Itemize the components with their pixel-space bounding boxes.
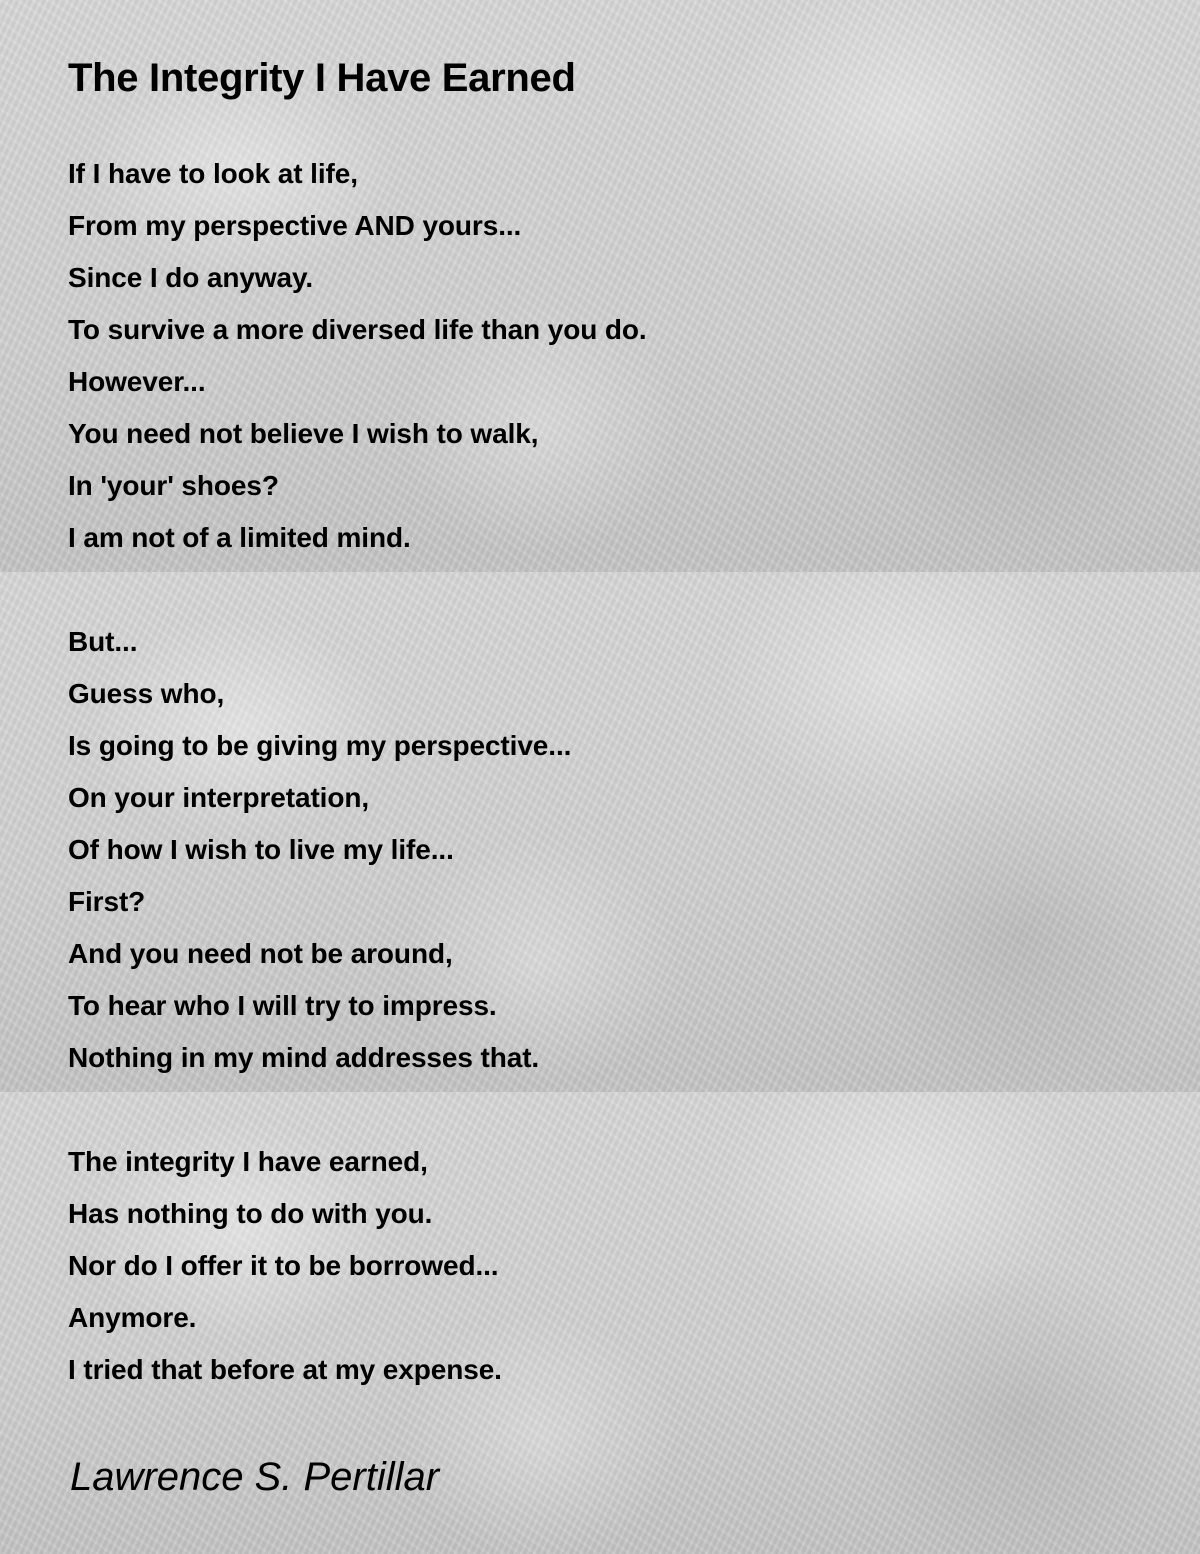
- stanza-2: [68, 616, 571, 1084]
- poem-title: The Integrity I Have Earned: [68, 56, 576, 100]
- poem-line: You need not believe I wish to walk,: [68, 418, 539, 449]
- poem-line: Since I do anyway.: [68, 262, 314, 293]
- poem-line: But...: [68, 626, 138, 657]
- poem-line: Has nothing to do with you.: [68, 1198, 433, 1229]
- stanza-3: [68, 1136, 502, 1396]
- poem-line: From my perspective AND yours...: [68, 210, 522, 241]
- poem-line: Nothing in my mind addresses that.: [68, 1042, 540, 1073]
- poem-line: Anymore.: [68, 1302, 197, 1333]
- poem-line: To survive a more diversed life than you do.: [68, 314, 647, 345]
- poem-line: On your interpretation,: [68, 782, 370, 813]
- poem-line: Of how I wish to live my life...: [68, 834, 454, 865]
- poem-line: I tried that before at my expense.: [68, 1354, 502, 1385]
- poem-line: However...: [68, 366, 206, 397]
- poem-line: First?: [68, 886, 146, 917]
- poem-line: Is going to be giving my perspective...: [68, 730, 572, 761]
- poem-line: In 'your' shoes?: [68, 470, 279, 501]
- poem-line: The integrity I have earned,: [68, 1146, 428, 1177]
- poem-line: Guess who,: [68, 678, 225, 709]
- stanza-1: [68, 148, 647, 564]
- author-name: Lawrence S. Pertillar: [70, 1455, 440, 1499]
- poem-line: And you need not be around,: [68, 938, 453, 969]
- poem-line: To hear who I will try to impress.: [68, 990, 497, 1021]
- poem-line: Nor do I offer it to be borrowed...: [68, 1250, 499, 1281]
- poem-line: I am not of a limited mind.: [68, 522, 411, 553]
- poem-line: If I have to look at life,: [68, 158, 358, 189]
